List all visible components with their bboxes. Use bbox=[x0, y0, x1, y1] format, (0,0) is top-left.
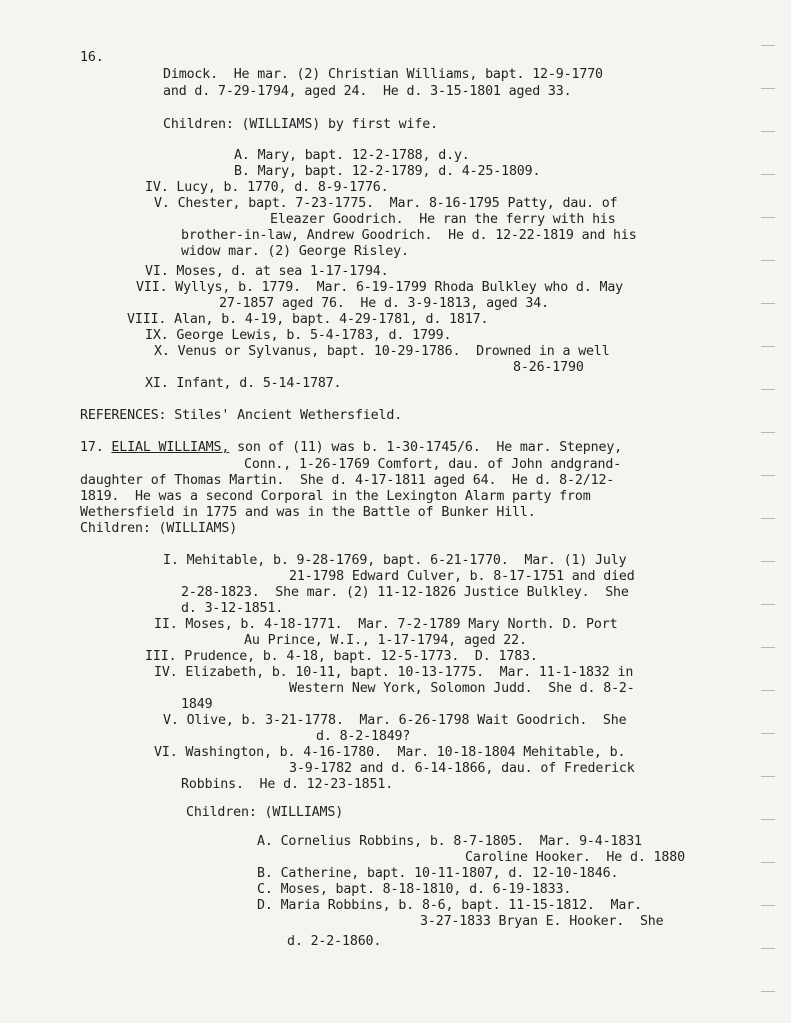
child-entry-continuation: widow mar. (2) George Risley. bbox=[181, 244, 409, 259]
entry-name: ELIAL WILLIAMS, bbox=[111, 440, 230, 455]
child-entry: V. Olive, b. 3-21-1778. Mar. 6-26-1798 Wait Goodrich. She bbox=[163, 713, 627, 728]
entry-17-line: Conn., 1-26-1769 Comfort, dau. of John andgrand- bbox=[244, 457, 622, 472]
child-entry: I. Mehitable, b. 9-28-1769, bapt. 6-21-1770. Mar. (1) July bbox=[163, 553, 627, 568]
child-entry: VIII. Alan, b. 4-19, bapt. 4-29-1781, d. 1817. bbox=[127, 312, 489, 327]
entry-number: 17. bbox=[80, 440, 112, 455]
child-entry-continuation: d. 2-2-1860. bbox=[287, 934, 382, 949]
child-entry-continuation: 27-1857 aged 76. He d. 3-9-1813, aged 34. bbox=[219, 296, 549, 311]
child-entry-continuation: 3-27-1833 Bryan E. Hooker. She bbox=[420, 914, 664, 929]
references: REFERENCES: Stiles' Ancient Wethersfield. bbox=[80, 408, 403, 423]
entry-text: son of (11) was b. 1-30-1745/6. He mar. Stepney, bbox=[229, 440, 623, 455]
child-entry: B. Catherine, bapt. 10-11-1807, d. 12-10-1846. bbox=[257, 866, 619, 881]
child-entry-continuation: 3-9-1782 and d. 6-14-1866, dau. of Frederick bbox=[289, 761, 635, 776]
children-heading: Children: (WILLIAMS) bbox=[80, 521, 238, 536]
child-entry: XI. Infant, d. 5-14-1787. bbox=[145, 376, 342, 391]
entry-17-line: Wethersfield in 1775 and was in the Battle of Bunker Hill. bbox=[80, 505, 536, 520]
entry-17-line: 1819. He was a second Corporal in the Lexington Alarm party from bbox=[80, 489, 591, 504]
intro-line: Dimock. He mar. (2) Christian Williams, bapt. 12-9-1770 bbox=[163, 67, 603, 82]
child-entry-continuation: Robbins. He d. 12-23-1851. bbox=[181, 777, 394, 792]
child-entry: IX. George Lewis, b. 5-4-1783, d. 1799. bbox=[145, 328, 452, 343]
child-entry: IV. Lucy, b. 1770, d. 8-9-1776. bbox=[145, 180, 389, 195]
ledger-tick-marks bbox=[757, 0, 775, 1023]
child-entry-continuation: 2-28-1823. She mar. (2) 11-12-1826 Justice Bulkley. She bbox=[181, 585, 629, 600]
children-heading: Children: (WILLIAMS) bbox=[186, 805, 344, 820]
child-entry-continuation: d. 3-12-1851. bbox=[181, 601, 284, 616]
child-entry-continuation: Caroline Hooker. He d. 1880 bbox=[465, 850, 685, 865]
child-entry: B. Mary, bapt. 12-2-1789, d. 4-25-1809. bbox=[234, 164, 541, 179]
child-entry-continuation: 21-1798 Edward Culver, b. 8-17-1751 and died bbox=[289, 569, 635, 584]
children-heading: Children: (WILLIAMS) by first wife. bbox=[163, 117, 438, 132]
entry-17-first-line bbox=[80, 440, 622, 456]
intro-line: and d. 7-29-1794, aged 24. He d. 3-15-1801 aged 33. bbox=[163, 84, 572, 99]
child-entry-continuation: Western New York, Solomon Judd. She d. 8-2- bbox=[289, 681, 635, 696]
child-entry: A. Cornelius Robbins, b. 8-7-1805. Mar. 9-4-1831 bbox=[257, 834, 642, 849]
child-entry: VI. Moses, d. at sea 1-17-1794. bbox=[145, 264, 389, 279]
child-entry-continuation: Au Prince, W.I., 1-17-1794, aged 22. bbox=[244, 633, 527, 648]
child-entry: III. Prudence, b. 4-18, bapt. 12-5-1773. D. 1783. bbox=[145, 649, 538, 664]
child-entry-continuation: 8-26-1790 bbox=[513, 360, 584, 375]
child-entry: VI. Washington, b. 4-16-1780. Mar. 10-18-1804 Mehitable, b. bbox=[154, 745, 626, 760]
child-entry-continuation: Eleazer Goodrich. He ran the ferry with his bbox=[270, 212, 616, 227]
child-entry: IV. Elizabeth, b. 10-11, bapt. 10-13-1775. Mar. 11-1-1832 in bbox=[154, 665, 634, 680]
page-number: 16. bbox=[80, 50, 104, 65]
child-entry-continuation: brother-in-law, Andrew Goodrich. He d. 12-22-1819 and his bbox=[181, 228, 637, 243]
child-entry: C. Moses, bapt. 8-18-1810, d. 6-19-1833. bbox=[257, 882, 572, 897]
child-entry: A. Mary, bapt. 12-2-1788, d.y. bbox=[234, 148, 470, 163]
child-entry: II. Moses, b. 4-18-1771. Mar. 7-2-1789 Mary North. D. Port bbox=[154, 617, 618, 632]
child-entry-continuation: d. 8-2-1849? bbox=[316, 729, 411, 744]
child-entry-continuation: 1849 bbox=[181, 697, 213, 712]
child-entry: X. Venus or Sylvanus, bapt. 10-29-1786. Drowned in a well bbox=[154, 344, 610, 359]
child-entry: V. Chester, bapt. 7-23-1775. Mar. 8-16-1795 Patty, dau. of bbox=[154, 196, 618, 211]
entry-17-line: daughter of Thomas Martin. She d. 4-17-1811 aged 64. He d. 8-2/12- bbox=[80, 473, 615, 488]
child-entry: VII. Wyllys, b. 1779. Mar. 6-19-1799 Rhoda Bulkley who d. May bbox=[136, 280, 624, 295]
child-entry: D. Maria Robbins, b. 8-6, bapt. 11-15-1812. Mar. bbox=[257, 898, 642, 913]
